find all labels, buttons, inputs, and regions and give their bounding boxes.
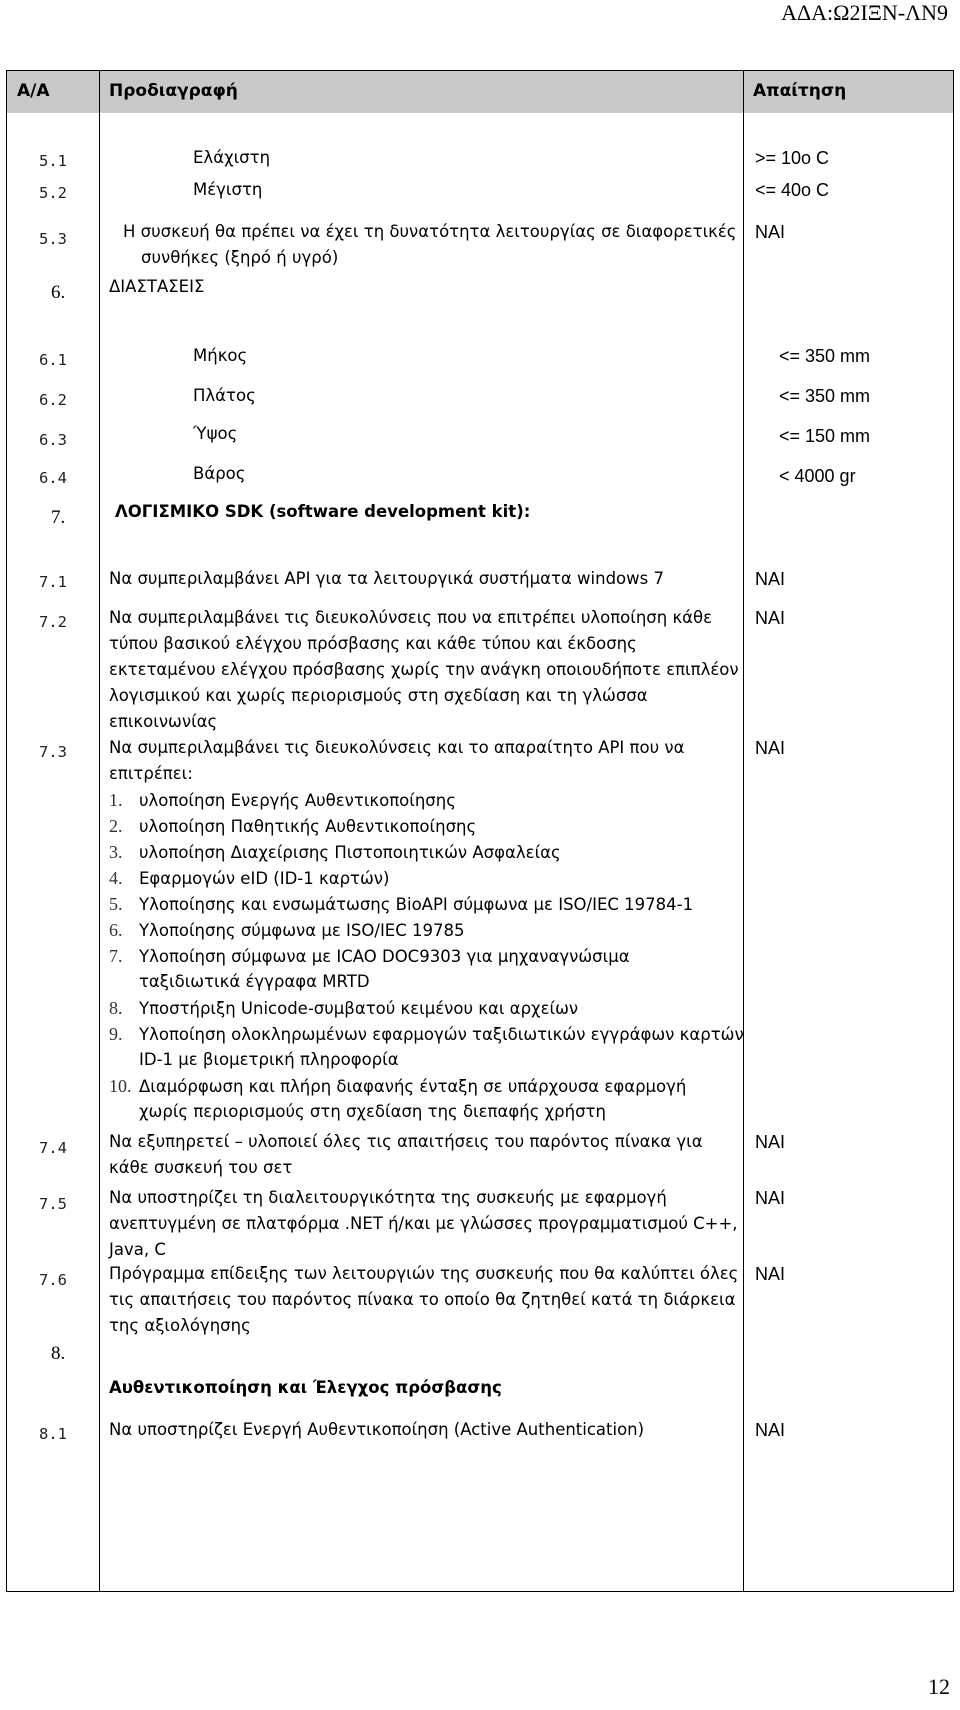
spec-text: Ύψος (193, 424, 238, 443)
list-item (109, 865, 389, 892)
spec-text: Ελάχιστη (193, 148, 271, 167)
list-text: Υλοποίηση ολοκληρωμένων εφαρμογών ταξιδιωτικών εγγράφων καρτών (139, 1025, 744, 1044)
list-number: 2. (109, 816, 123, 836)
requirement-value: <= 150 mm (779, 426, 871, 446)
list-number: 3. (109, 842, 123, 862)
list-text: Υλοποίηση σύμφωνα με ICAO DOC9303 για μηχαναγνώσιμα (139, 947, 630, 966)
spec-text: επιτρέπει: (109, 764, 193, 783)
header-index: Α/Α (17, 81, 50, 101)
spec-text: τις απαιτήσεις του παρόντος πίνακα το οποίο θα ζητηθεί κατά τη διάρκεια (109, 1290, 736, 1309)
list-item (109, 1073, 686, 1100)
row-number: 6.2 (39, 391, 67, 409)
list-number: 5. (109, 894, 123, 914)
row-number: 6.3 (39, 431, 67, 449)
document-reference: ΑΔΑ:Ω2ΙΞΝ-ΛΝ9 (781, 0, 948, 25)
requirement-value: ΝΑΙ (755, 569, 786, 589)
section-number: 7. (51, 507, 66, 528)
spec-text: Πρόγραμμα επίδειξης των λειτουργιών της συσκευής που θα καλύπτει όλες (109, 1264, 739, 1283)
list-text: υλοποίηση Διαχείρισης Πιστοποιητικών Ασφαλείας (139, 843, 561, 862)
row-number: 8.1 (39, 1425, 67, 1443)
list-item (109, 787, 456, 814)
list-item (109, 813, 476, 840)
spec-text: εκτεταμένου ελέγχου πρόσβασης χωρίς την ανάγκη οποιουδήποτε επιπλέον (109, 660, 739, 679)
requirement-value: ΝΑΙ (755, 608, 786, 628)
list-item (109, 995, 578, 1022)
spec-text: Πλάτος (193, 386, 256, 405)
spec-text: Να υποστηρίζει Ενεργή Αυθεντικοποίηση (Active Authentication) (109, 1420, 645, 1439)
list-item (109, 891, 693, 918)
list-number: 1. (109, 790, 123, 810)
spec-text: λογισμικού και χωρίς περιορισμούς στη σχεδίαση και τη γλώσσα (109, 686, 648, 705)
section-title: ΛΟΓΙΣΜΙΚΟ SDK (software development kit): (115, 502, 531, 521)
row-number: 5.2 (39, 184, 67, 202)
column-divider (99, 71, 100, 1591)
requirement-value: <= 40ο C (755, 180, 830, 200)
table-header (7, 71, 953, 113)
list-number: 7. (109, 946, 123, 966)
list-number: 8. (109, 998, 123, 1018)
specification-table (6, 70, 954, 1592)
list-item (109, 943, 630, 970)
spec-text: Να συμπεριλαμβάνει τις διευκολύνσεις και το απαραίτητο API που να (109, 738, 685, 757)
section-number: 8. (51, 1343, 66, 1364)
spec-text: της αξιολόγησης (109, 1316, 251, 1335)
row-number: 6.4 (39, 469, 67, 487)
requirement-value: ΝΑΙ (755, 222, 786, 242)
requirement-value: ΝΑΙ (755, 1132, 786, 1152)
requirement-value: ΝΑΙ (755, 1188, 786, 1208)
spec-text: Βάρος (193, 464, 246, 483)
row-number: 7.2 (39, 613, 67, 631)
section-title: ΔΙΑΣΤΑΣΕΙΣ (109, 277, 205, 296)
spec-text: Να εξυπηρετεί – υλοποιεί όλες τις απαιτήσεις του παρόντος πίνακα για (109, 1132, 703, 1151)
list-item-continuation: ταξιδιωτικά έγγραφα MRTD (139, 972, 370, 991)
list-item-continuation: ID-1 με βιομετρική πληροφορία (139, 1050, 399, 1069)
list-item (109, 917, 465, 944)
section-number: 6. (51, 282, 66, 303)
list-text: Διαμόρφωση και πλήρη διαφανής ένταξη σε υπάρχουσα εφαρμογή (139, 1077, 687, 1096)
list-number: 10. (109, 1076, 132, 1096)
list-number: 6. (109, 920, 123, 940)
column-divider (743, 71, 744, 1591)
spec-text: κάθε συσκευή του σετ (109, 1158, 293, 1177)
spec-text: Μήκος (193, 346, 248, 365)
header-specification: Προδιαγραφή (109, 81, 238, 101)
requirement-value: ΝΑΙ (755, 1264, 786, 1284)
section-title: Αυθεντικοποίηση και Έλεγχος πρόσβασης (109, 1378, 502, 1397)
list-item (109, 839, 561, 866)
requirement-value: ΝΑΙ (755, 1420, 786, 1440)
list-text: Υποστήριξη Unicode-συμβατού κειμένου και αρχείων (139, 999, 579, 1018)
list-text: υλοποίηση Ενεργής Αυθεντικοποίησης (139, 791, 456, 810)
spec-text: Η συσκευή θα πρέπει να έχει τη δυνατότητα λειτουργίας σε διαφορετικές (123, 222, 737, 241)
requirement-value: >= 10ο C (755, 148, 830, 168)
page-number: 12 (928, 1674, 950, 1699)
list-number: 4. (109, 868, 123, 888)
list-text: Υλοποίησης και ενσωμάτωσης BioAPI σύμφωνα με ISO/IEC 19784-1 (139, 895, 694, 914)
requirement-value: <= 350 mm (779, 386, 871, 406)
row-number: 7.6 (39, 1271, 67, 1289)
requirement-value: ΝΑΙ (755, 738, 786, 758)
spec-text: Να συμπεριλαμβάνει τις διευκολύνσεις που να επιτρέπει υλοποίηση κάθε (109, 608, 713, 627)
spec-text: επικοινωνίας (109, 712, 218, 731)
spec-text: Να συμπεριλαμβάνει API για τα λειτουργικά συστήματα windows 7 (109, 569, 664, 588)
row-number: 7.4 (39, 1139, 67, 1157)
spec-text: Java, C (109, 1240, 166, 1259)
row-number: 5.3 (39, 230, 67, 248)
requirement-value: < 4000 gr (779, 466, 856, 486)
row-number: 7.3 (39, 743, 67, 761)
spec-text: τύπου βασικού ελέγχου πρόσβασης και κάθε τύπου και έκδοσης (109, 634, 637, 653)
list-text: Εφαρμογών eID (ID-1 καρτών) (139, 869, 390, 888)
list-item (109, 1021, 744, 1048)
spec-text: Να υποστηρίζει τη διαλειτουργικότητα της συσκευής με εφαρμογή (109, 1188, 667, 1207)
list-text: Υλοποίησης σύμφωνα με ISO/IEC 19785 (139, 921, 465, 940)
row-number: 7.5 (39, 1195, 67, 1213)
spec-text: Μέγιστη (193, 180, 263, 199)
row-number: 6.1 (39, 351, 67, 369)
spec-text: ανεπτυγμένη σε πλατφόρμα .NET ή/και με γλώσσες προγραμματισμού C++, (109, 1214, 738, 1233)
spec-text: συνθήκες (ξηρό ή υγρό) (141, 248, 339, 267)
list-number: 9. (109, 1024, 123, 1044)
row-number: 5.1 (39, 152, 67, 170)
requirement-value: <= 350 mm (779, 346, 871, 366)
row-number: 7.1 (39, 573, 67, 591)
list-item-continuation: χωρίς περιορισμούς στη σχεδίαση της διεπαφής χρήστη (139, 1102, 606, 1121)
list-text: υλοποίηση Παθητικής Αυθεντικοποίησης (139, 817, 477, 836)
header-requirement: Απαίτηση (753, 81, 847, 101)
